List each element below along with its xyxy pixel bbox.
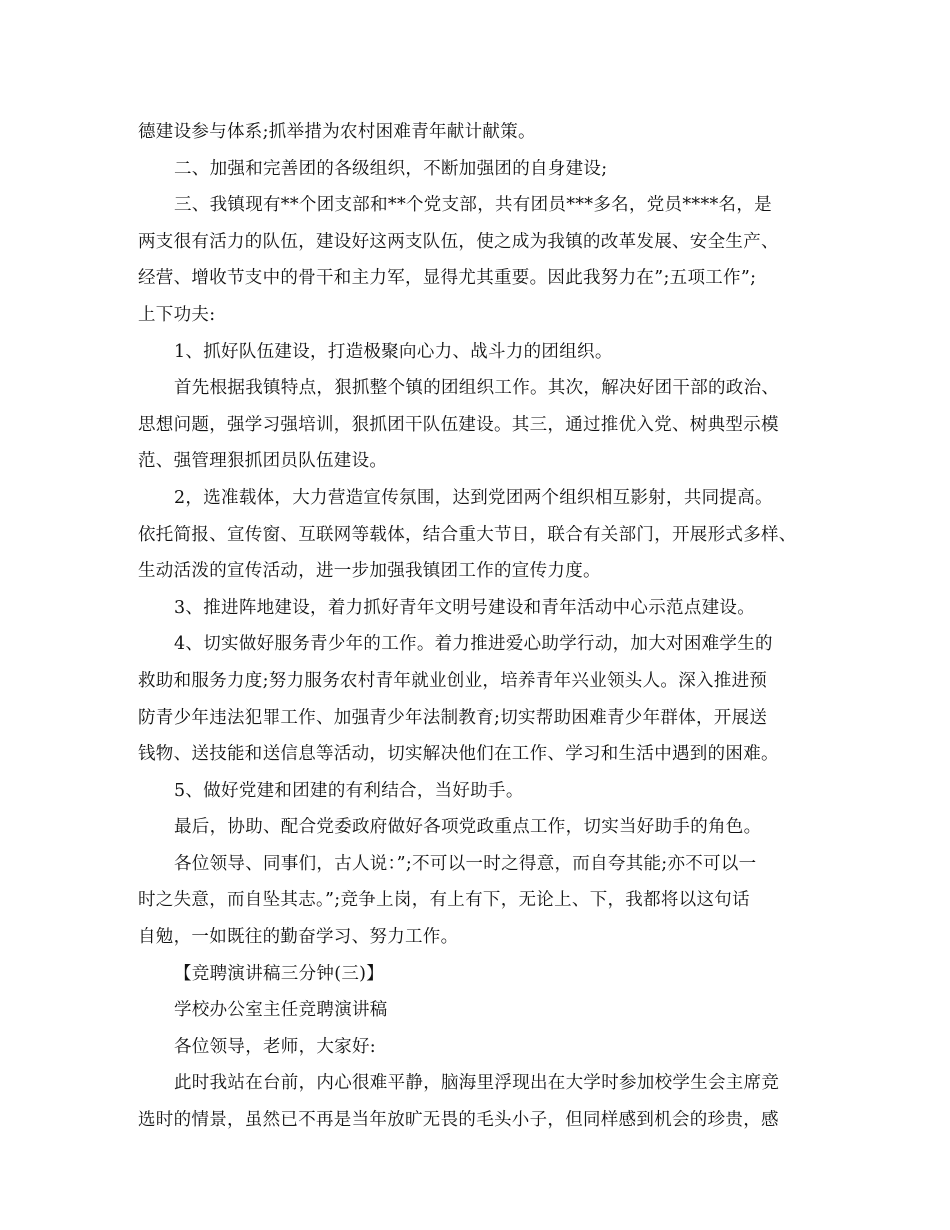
text-line: 自勉，一如既往的勤奋学习、努力工作。 [138,927,459,948]
text-line: 最后，协助、配合党委政府做好各项党政重点工作，切实当好助手的角色。 [174,817,762,838]
text-line: 上下功夫: [138,304,216,325]
text-line: 生动活泼的宣传活动，进一步加强我镇团工作的宣传力度。 [138,561,601,582]
text-line: 1、抓好队伍建设，打造极聚向心力、战斗力的团组织。 [174,341,613,362]
text-line: 学校办公室主任竞聘演讲稿 [174,1000,388,1021]
text-line: 救助和服务力度;努力服务农村青年就业创业，培养青年兴业领头人。深入推进预 [138,670,768,691]
text-line: 4、切实做好服务青少年的工作。着力推进爱心助学行动，加大对困难学生的 [174,634,773,655]
text-line: 二、加强和完善团的各级组织，不断加强团的自身建设; [174,158,608,179]
text-line: 各位领导、同事们，古人说：”;不可以一时之得意，而自夸其能;亦不可以一 [174,853,757,874]
text-line: 经营、增收节支中的骨干和主力军，显得尤其重要。因此我努力在”;五项工作”; [138,268,757,289]
text-line: 范、强管理狠抓团员队伍建设。 [138,451,388,472]
document-body [138,114,818,1139]
text-line: 各位领导，老师，大家好: [174,1036,376,1057]
text-line: 5、做好党建和团建的有利结合，当好助手。 [174,780,524,801]
text-line: 德建设参与体系;抓举措为农村困难青年献计献策。 [138,122,536,142]
text-line: 三、我镇现有**个团支部和**个党支部，共有团员***多名，党员****名，是 [174,195,772,216]
text-line: 两支很有活力的队伍，建设好这两支队伍，使之成为我镇的改革发展、安全生产、 [138,231,779,252]
text-line: 2，选准载体，大力营造宣传氛围，达到党团两个组织相互影射，共同提高。 [174,487,773,508]
text-line: 依托简报、宣传窗、互联网等载体，结合重大节日，联合有关部门，开展形式多样、 [138,524,797,545]
text-line: 防青少年违法犯罪工作、加强青少年法制教育;切实帮助困难青少年群体，开展送 [138,707,768,728]
text-line: 此时我站在台前，内心很难平静，脑海里浮现出在大学时参加校学生会主席竞 [174,1073,780,1094]
text-line: 时之失意，而自坠其志。”;竞争上岗，有上有下，无论上、下，我都将以这句话 [138,890,750,911]
text-line: 思想问题，强学习强培训，狠抓团干队伍建设。其三，通过推优入党、树典型示模 [138,414,779,435]
text-line: 【竞聘演讲稿三分钟(三)】 [174,963,385,984]
text-line: 3、推进阵地建设，着力抓好青年文明号建设和青年活动中心示范点建设。 [174,597,756,618]
text-line: 钱物、送技能和送信息等活动，切实解决他们在工作、学习和生活中遇到的困难。 [138,744,779,765]
text-line: 选时的情景，虽然已不再是当年放旷无畏的毛头小子，但同样感到机会的珍贵，感 [138,1110,779,1131]
text-line: 首先根据我镇特点，狠抓整个镇的团组织工作。其次，解决好团干部的政治、 [174,378,780,399]
